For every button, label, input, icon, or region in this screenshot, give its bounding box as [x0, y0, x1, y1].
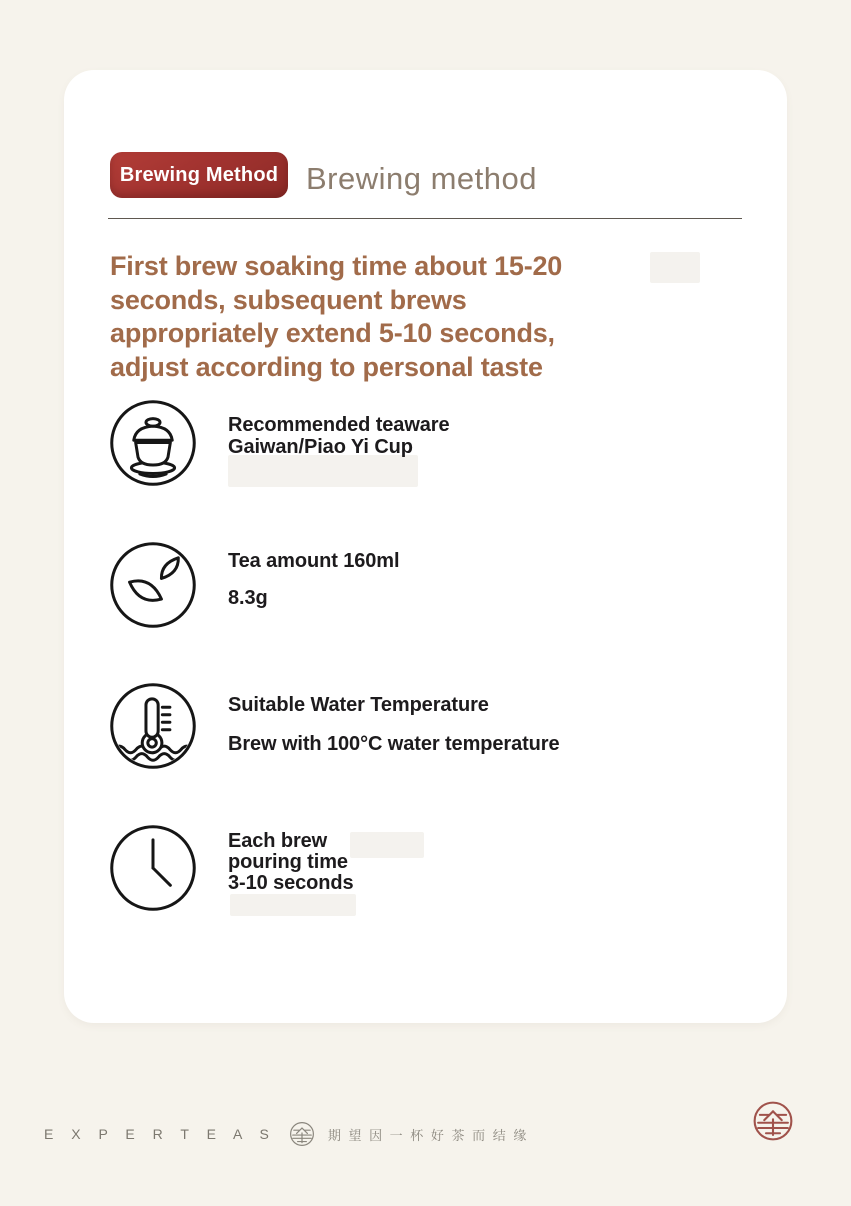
tea-leaves-icon: [108, 540, 198, 630]
row-text: [228, 414, 450, 488]
info-row-teaware: [108, 398, 450, 488]
intro-line: First brew soaking time about 15-20: [110, 251, 563, 281]
row-text: [228, 694, 559, 771]
tea-logo-icon: [289, 1121, 315, 1147]
gaiwan-cup-icon: [108, 398, 198, 488]
thermometer-icon: [108, 681, 198, 771]
clock-icon: [108, 823, 198, 913]
intro-line: appropriately extend 5-10 seconds,: [110, 318, 555, 348]
page-title: Brewing method: [306, 161, 538, 196]
row-line: Each brew: [228, 830, 328, 852]
footer: [44, 1114, 528, 1154]
intro-line: seconds, subsequent brews: [110, 284, 467, 315]
brand-slogan: 期 望 因 一 杯 好 茶 而 结 缘: [327, 1127, 529, 1143]
brand-name: E X P E R T E A S: [44, 1126, 276, 1142]
intro-paragraph: [110, 250, 730, 384]
row-line: pouring time: [228, 851, 348, 873]
row-line: Tea amount 160ml: [228, 550, 400, 572]
row-line: 3-10 seconds: [228, 872, 354, 894]
row-text: [228, 550, 399, 630]
brewing-method-badge: [110, 152, 288, 198]
brewing-method-card: [64, 70, 787, 1023]
row-line: Suitable Water Temperature: [228, 694, 489, 716]
info-row-water-temperature: [108, 681, 559, 771]
info-row-tea-amount: [108, 540, 399, 630]
row-line: Recommended teaware: [228, 414, 450, 436]
tea-seal-icon: [752, 1100, 794, 1142]
row-line: Brew with 100°C water temperature: [228, 733, 560, 755]
row-line: Gaiwan/Piao Yi Cup: [228, 436, 413, 458]
badge-label: Brewing Method: [119, 163, 279, 186]
info-row-pouring-time: [108, 823, 354, 913]
artifact-box: [350, 832, 424, 858]
intro-line: adjust according to personal taste: [110, 351, 543, 382]
row-text: [228, 831, 354, 913]
divider-line: [108, 218, 742, 219]
row-line: 8.3g: [228, 587, 268, 609]
